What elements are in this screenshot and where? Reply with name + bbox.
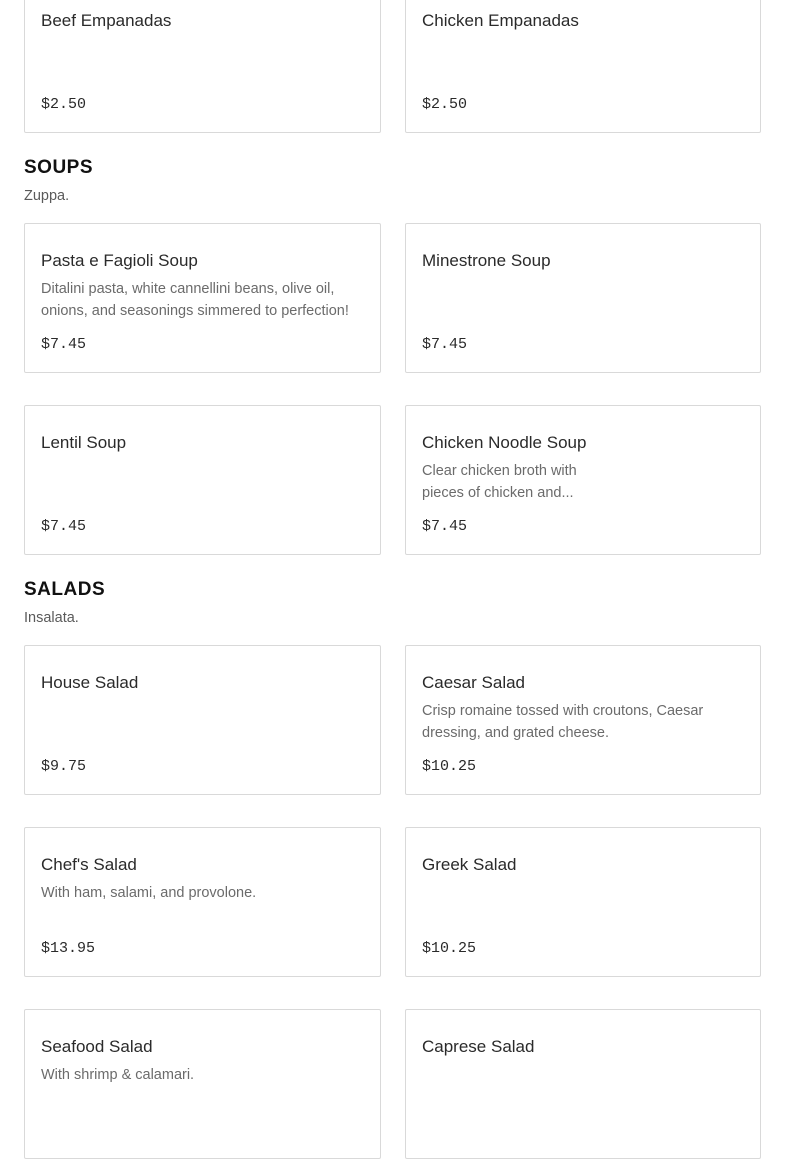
menu-item-name: House Salad xyxy=(41,673,139,692)
menu-item-name: Chicken Empanadas xyxy=(422,11,579,30)
menu-item-price: $7.45 xyxy=(41,518,87,535)
menu-item-card[interactable] xyxy=(24,645,381,795)
menu-item-name: Caprese Salad xyxy=(422,1037,535,1056)
menu-item-card[interactable] xyxy=(405,405,761,555)
menu-item-card[interactable] xyxy=(24,827,381,977)
section-subtitle-salads: Insalata. xyxy=(24,610,79,626)
menu-item-card[interactable] xyxy=(405,223,761,373)
menu-item-price: $10.25 xyxy=(422,940,477,957)
menu-item-price: $9.75 xyxy=(41,758,87,775)
menu-item-name: Beef Empanadas xyxy=(41,11,172,30)
menu-item-description: Crisp romaine tossed with croutons, Caesar dressing, and grated cheese. xyxy=(422,703,704,741)
menu-item-name: Chicken Noodle Soup xyxy=(422,433,587,452)
menu-item-description: With ham, salami, and provolone. xyxy=(41,885,257,901)
menu-item-name: Caesar Salad xyxy=(422,673,526,692)
menu-item-price: $10.25 xyxy=(422,758,477,775)
menu-item-card[interactable] xyxy=(24,0,381,133)
menu-item-description: Clear chicken broth with pieces of chicken and... xyxy=(422,463,577,501)
menu-item-card[interactable] xyxy=(405,0,761,133)
menu-item-name: Minestrone Soup xyxy=(422,251,551,270)
menu-item-card[interactable] xyxy=(24,405,381,555)
menu-item-name: Greek Salad xyxy=(422,855,517,874)
section-subtitle-soups: Zuppa. xyxy=(24,188,70,204)
menu-item-card[interactable] xyxy=(405,645,761,795)
menu-item-price: $2.50 xyxy=(41,96,87,113)
menu-item-name: Chef's Salad xyxy=(41,855,137,874)
menu-item-name: Seafood Salad xyxy=(41,1037,153,1056)
menu-item-description: With shrimp & calamari. xyxy=(41,1067,195,1083)
section-title-soups: SOUPS xyxy=(24,157,94,178)
menu-item-price: $2.50 xyxy=(422,96,468,113)
menu-item-price: $7.45 xyxy=(422,518,468,535)
menu-item-price: $13.95 xyxy=(41,940,96,957)
menu-item-card[interactable] xyxy=(24,1009,381,1159)
menu-item-name: Lentil Soup xyxy=(41,433,127,452)
menu-item-price: $7.45 xyxy=(422,336,468,353)
menu-item-price: $7.45 xyxy=(41,336,87,353)
menu-item-card[interactable] xyxy=(24,223,381,373)
menu-item-card[interactable] xyxy=(405,1009,761,1159)
menu-item-name: Pasta e Fagioli Soup xyxy=(41,251,198,270)
menu-item-description: Ditalini pasta, white cannellini beans, olive oil, onions, and seasonings simmered to perfection! xyxy=(41,281,349,319)
section-title-salads: SALADS xyxy=(24,579,106,600)
menu-item-card[interactable] xyxy=(405,827,761,977)
